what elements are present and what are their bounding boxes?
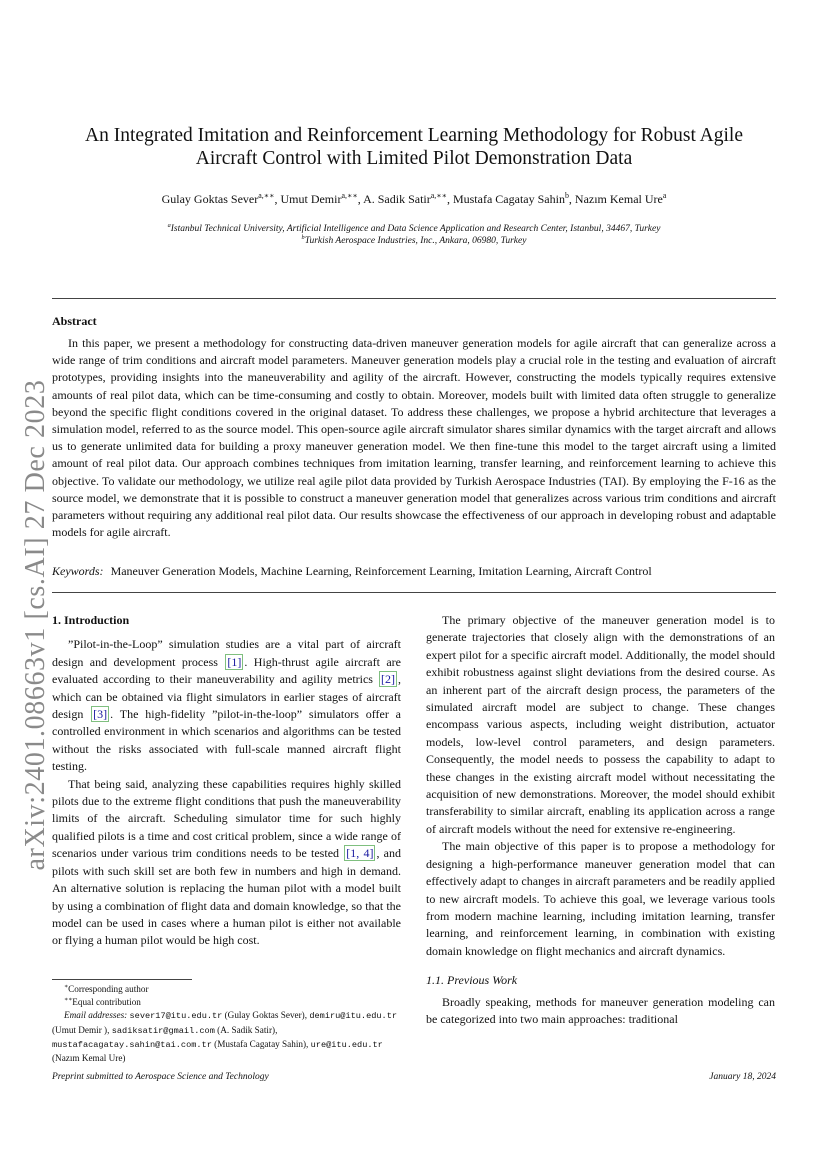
email-owner: (Umut Demir ), [52,1024,110,1035]
keywords-text: Maneuver Generation Models, Machine Learning, Reinforcement Learning, Imitation Learning, Aircraft Control [110,564,652,578]
email-owner: (A. Sadik Satir), [217,1024,278,1035]
footnotes [52,983,401,1065]
previous-work-paragraph: Broadly speaking, methods for maneuver generation modeling can be categorized into two main approaches: traditional [426,994,775,1026]
arxiv-id-text: arXiv:2401.08663v1 [cs.AI] 27 Dec 2023 [20,379,51,871]
text-run: ”Pilot-in-the-Loop” simulation studies are a vital part of aircraft design and development process [52,637,401,669]
author: Gulay Goktas Sever [161,192,259,206]
intro-paragraph-1 [52,636,401,775]
email-link[interactable]: sever17@itu.edu.tr [129,1011,223,1022]
footer-journal: Preprint submitted to Aerospace Science and Technology [52,1072,269,1082]
text-run: . The high-fidelity ”pilot-in-the-loop” simulators offer a controlled environment in which scenarios and algorithms can be tested without the risks associated with full-scale manned aircraft flight testing. [52,707,401,774]
author-affil-mark: a [662,191,667,200]
author-affil-mark: a,∗∗ [258,191,275,200]
email-link[interactable]: ure@itu.edu.tr [310,1039,383,1050]
email-link[interactable]: demiru@itu.edu.tr [309,1011,398,1022]
author: Nazım Kemal Ure [574,192,663,206]
intro-paragraph-2 [52,776,401,950]
keywords-line [52,564,652,579]
footnote-divider [52,979,192,980]
affil-text: Istanbul Technical University, Artificial Intelligence and Data Science Application and Research Center, Istanbul, 34467, Turkey [170,224,661,234]
affiliation-a [60,223,768,235]
author: Umut Demir [280,192,342,206]
email-link[interactable]: sadiksatir@gmail.com [111,1025,215,1036]
paper-title: An Integrated Imitation and Reinforcement Learning Methodology for Robust Agile Aircraft Control with Limited Pilot Demonstration Data [85,125,743,169]
footnote-equal: ∗∗Equal contribution [64,997,141,1008]
citation-link[interactable]: [1] [227,654,242,669]
abstract-heading: Abstract [52,314,97,328]
author-affil-mark: a,∗∗ [430,191,447,200]
affiliation-b [60,235,768,247]
footnote-emails [52,1009,401,1065]
right-column [426,612,775,1028]
footnote-corresponding: ∗Corresponding author [64,983,149,994]
text-run: , and pilots with such skill set are both few in numbers and high in demand. An alternative solution is replacing the human pilot with a model built by using a combination of flight data and domain knowledge, so that the model can be used in cases where a human pilot is either not available or flying a human pilot would be high cost. [52,846,401,948]
email-owner: (Gulay Goktas Sever), [224,1010,308,1021]
affiliations [60,223,768,247]
keywords-label: Keywords: [52,564,104,578]
email-owner: (Nazım Kemal Ure) [52,1053,126,1064]
email-label: Email addresses: [64,1010,128,1021]
abstract-bottom-divider [52,592,776,593]
affil-mark: a [167,221,171,229]
intro-paragraph-3: The primary objective of the maneuver generation model is to generate trajectories that closely align with the demonstrations of an expert pilot for a specific aircraft model. Additionally, the model should exhibit robustness against slight deviations from the desired course. As an inherent part of the aircraft design process, the parameters of the simulated aircraft model are subject to change. These changes encompass various aspects, including weight distribution, actuator models, low-level control parameters, and design parameters. Consequently, the model needs to possess the capability to adapt to these changes in the existing aircraft model without necessitating the acquisition of new demonstrations. Moreover, the model should exhibit transferability to similar aircraft, enabling its application across a range of aircraft models without the need for extensive re-engineering. [426,613,775,836]
author: A. Sadik Satir [363,192,431,206]
section-heading-introduction: 1. Introduction [52,613,130,627]
author-list: Gulay Goktas Sever$^{a,∗∗}$, Umut Demir$^{a,∗∗}$, A. Sadik Satir$^{a,∗∗}$, Mustafa Cagatay Sahin$^b$, Nazım Kemal Ure$^a$ [161,191,667,206]
citation-link[interactable]: [3] [93,707,108,722]
subsection-heading-previous-work: 1.1. Previous Work [426,973,518,988]
email-link[interactable]: mustafacagatay.sahin@tai.com.tr [52,1039,212,1050]
left-column [52,612,401,950]
footnote-text: Equal contribution [72,997,141,1008]
text-run: . High-thrust agile aircraft are evaluated according to their maneuverability and agility metrics [52,654,401,687]
affil-mark: b [301,233,305,241]
intro-paragraph-4: The main objective of this paper is to propose a methodology for designing a high-performance maneuver generation model that can effectively adapt to changes in aircraft parameters and be readily applied to new aircraft models. To achieve this goal, we leverage various tools from modern machine learning, including imitation learning, transfer learning, and reinforcement learning, in combination with existing domain knowledge on flight mechanics and aircraft dynamics. [426,839,775,958]
abstract-body: In this paper, we present a methodology for constructing data-driven maneuver generation models for agile aircraft that can generalize across a wide range of trim conditions and aircraft model parameters. Maneuver generation models play a crucial role in the testing and evaluation of aircraft prototypes, providing insights into the maneuverability and agility of the aircraft. However, constructing the models typically requires extensive amounts of real pilot data, which can be time-consuming and costly to obtain. Moreover, models built with limited data often struggle to generalize beyond the specific flight conditions covered in the original dataset. To address these challenges, we propose a hybrid architecture that leverages a simulation model, referred to as the source model. This open-source agile aircraft simulator shares similar dynamics with the target aircraft and allows us to generate unlimited data for building a proxy maneuver generation model. We then fine-tune this model to the target aircraft using a limited amount of real pilot data. Our approach combines techniques from imitation learning, transfer learning, and reinforcement learning to achieve this objective. To validate our methodology, we utilize real agile pilot data provided by Turkish Aerospace Industries (TAI). By employing the F-16 as the source model, we demonstrate that it is possible to construct a maneuver generation model that generalizes across various trim conditions and aircraft parameters without requiring any additional real pilot data. Our results showcase the effectiveness of our approach in developing robust and adaptable models for agile aircraft. [52,336,776,540]
citation-link[interactable]: [1, 4] [346,846,374,861]
text-run: That being said, analyzing these capabilities requires highly skilled pilots due to the extreme flight conditions that push the maneuverability limits of the aircraft. Scheduling simulator time for such highly qualified pilots is a time and cost critical problem, since a wide range of scenarios under various trim conditions needs to be tested [52,776,401,861]
affil-text: Turkish Aerospace Industries, Inc., Ankara, 06980, Turkey [304,236,527,246]
author-affil-mark: b [564,191,569,200]
citation-link[interactable]: [2] [381,672,395,687]
footer-date: January 18, 2024 [709,1072,776,1082]
footnote-text: Corresponding author [68,984,149,994]
top-divider [52,298,776,299]
text-run: , which can be obtained via flight simulators in earlier stages of aircraft design [52,672,401,722]
author: Mustafa Cagatay Sahin [452,192,565,206]
email-owner: (Mustafa Cagatay Sahin), [214,1038,309,1049]
author-affil-mark: a,∗∗ [341,191,358,200]
